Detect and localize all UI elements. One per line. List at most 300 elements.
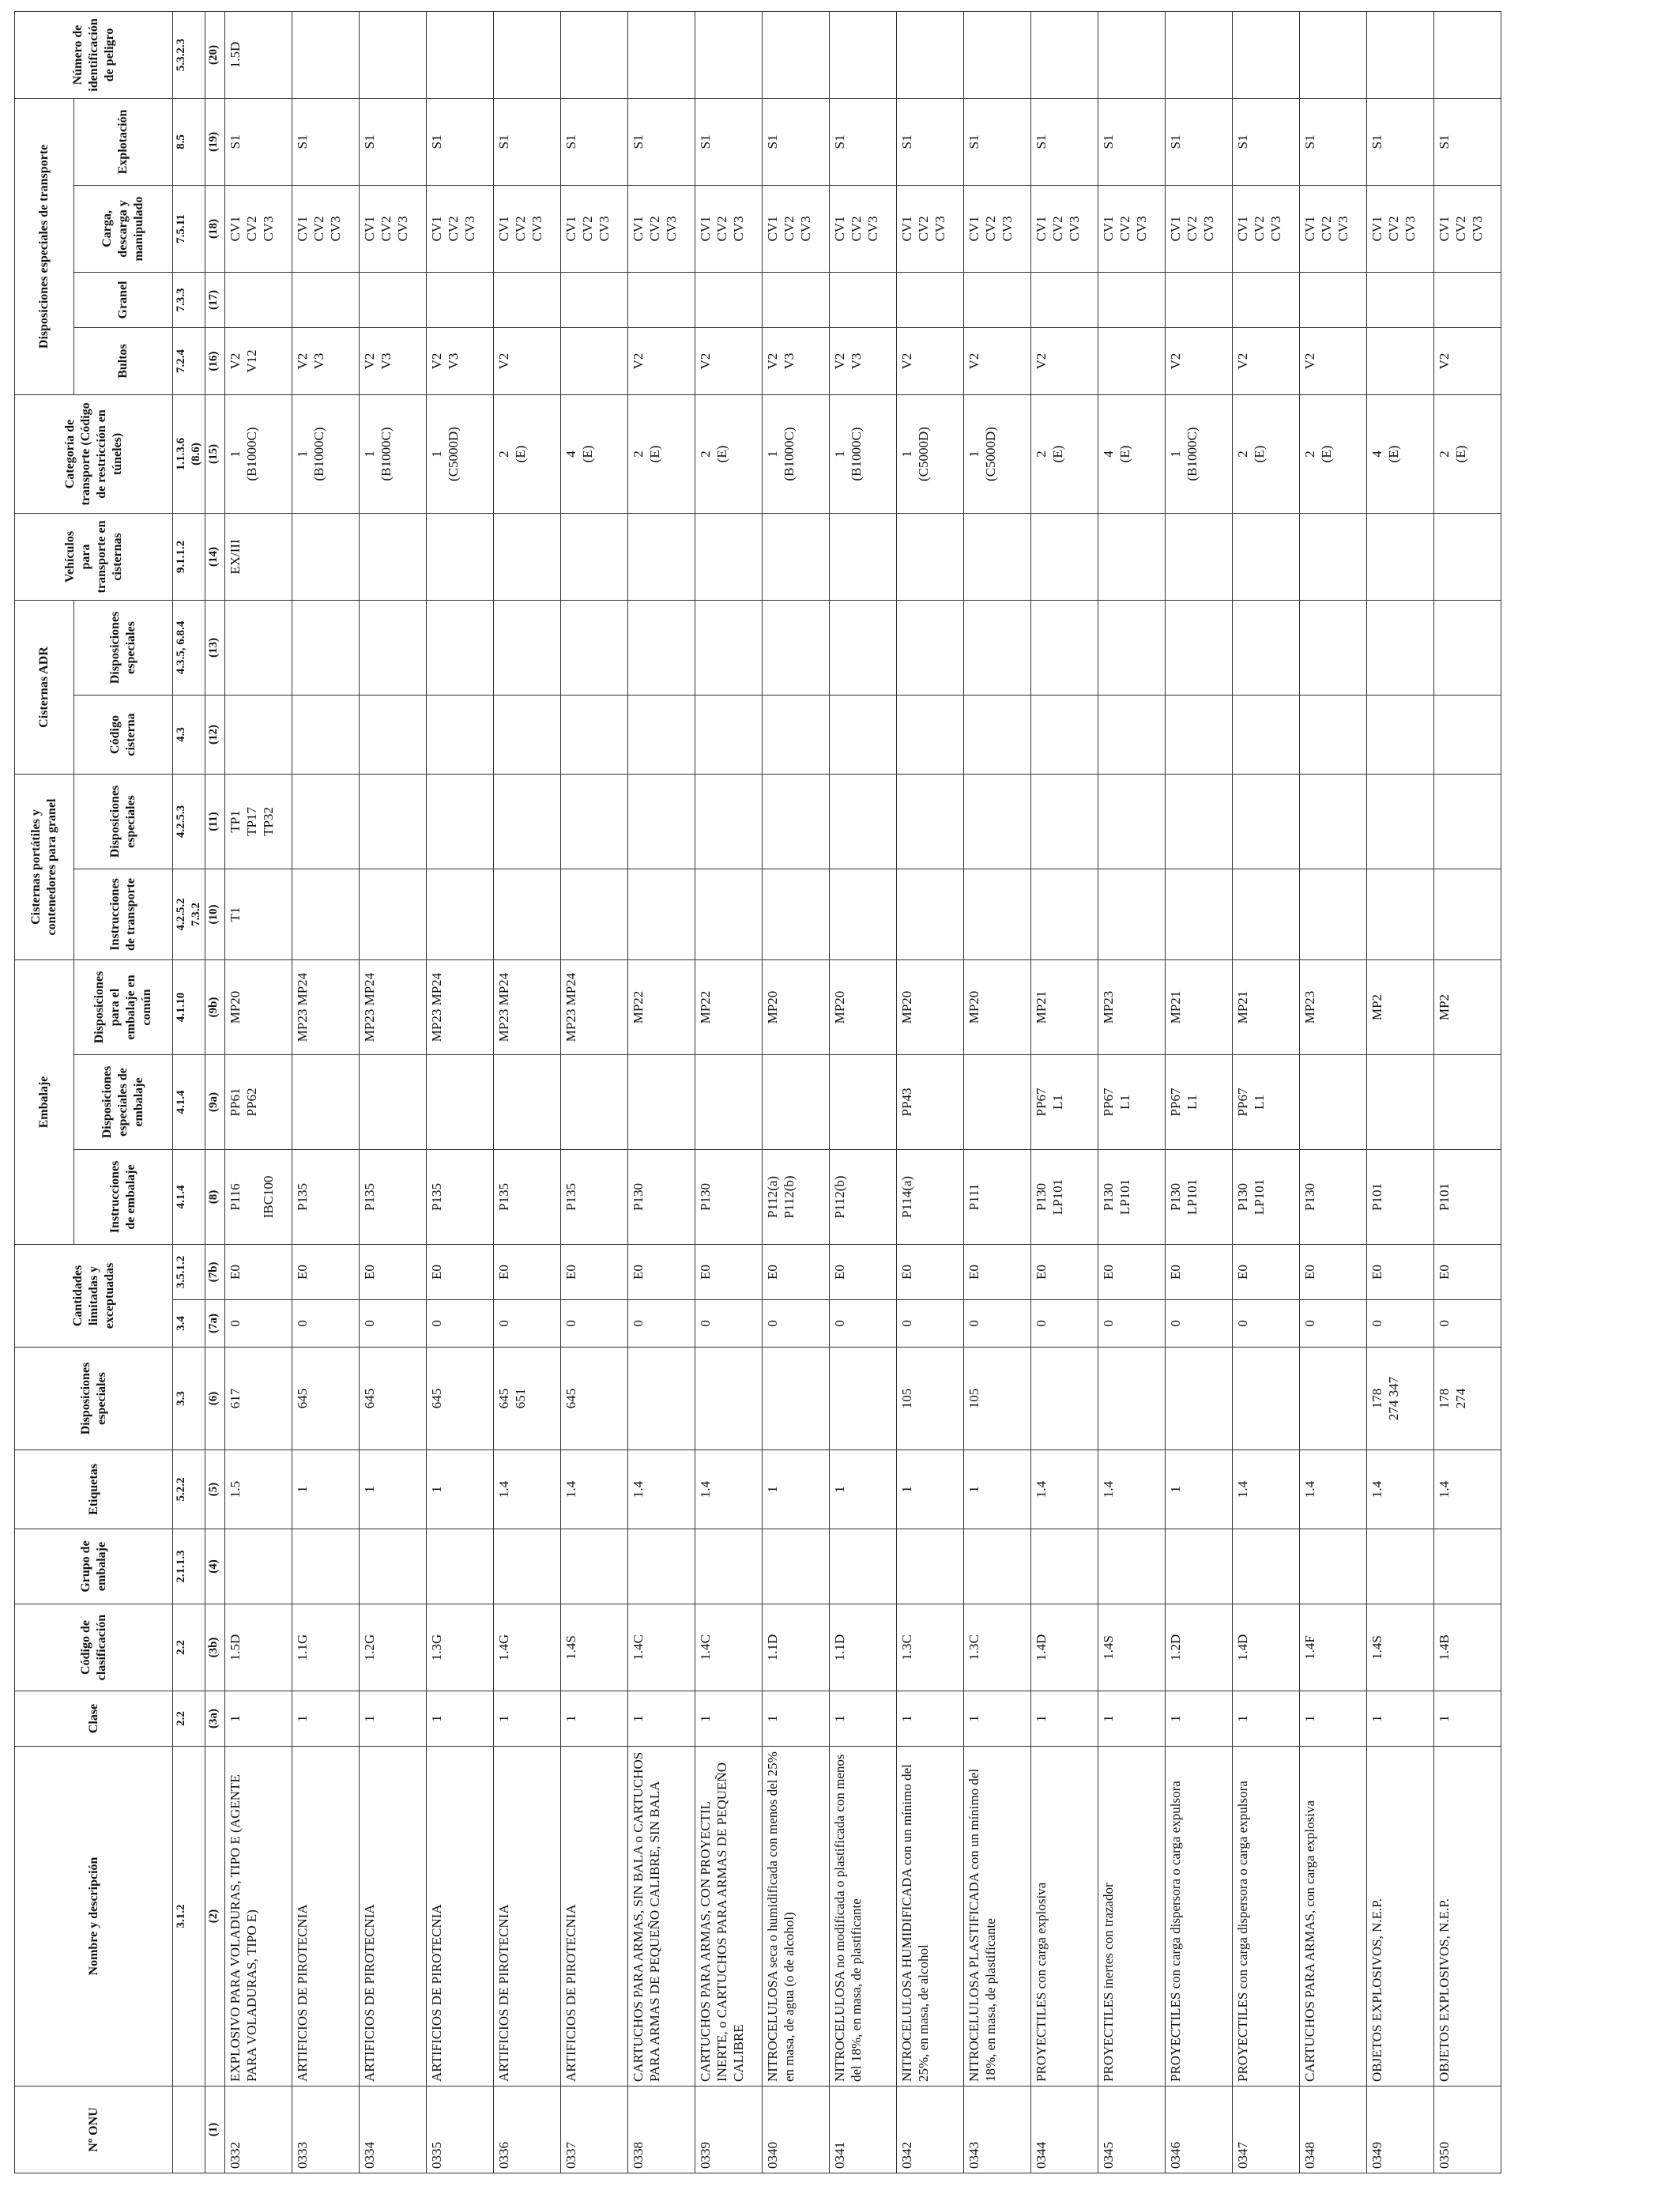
cell-operation-provisions: S1 bbox=[426, 98, 493, 185]
cell-class: 1 bbox=[1165, 1691, 1232, 1747]
cell-loading-provisions: CV1 CV2 CV3 bbox=[627, 185, 695, 272]
cell-un-number: 0339 bbox=[695, 2087, 762, 2173]
cell-limited-qty: 0 bbox=[762, 1300, 829, 1348]
reference-cell: 8.5 bbox=[173, 98, 205, 185]
reference-cell: 4.1.4 bbox=[173, 1055, 205, 1150]
cell-packages-provisions: V2 bbox=[1232, 327, 1299, 394]
cell-labels: 1.4 bbox=[627, 1450, 695, 1529]
cell-special-packing-provisions bbox=[426, 1055, 493, 1150]
table-row bbox=[224, 11, 292, 2173]
header-cisternas-adr: Cisternas ADR bbox=[15, 600, 74, 774]
cell-tank-special-provisions bbox=[1165, 600, 1232, 695]
cell-packing-group bbox=[1165, 1529, 1232, 1604]
cell-packages-provisions: V2 V3 bbox=[829, 327, 896, 394]
cell-substance-name: ARTIFICIOS DE PIROTECNIA bbox=[426, 1747, 493, 2087]
cell-portable-tank-provisions bbox=[762, 775, 829, 869]
cell-packages-provisions bbox=[560, 327, 627, 394]
cell-portable-tank-instructions bbox=[1030, 869, 1098, 960]
cell-portable-tank-provisions bbox=[627, 775, 695, 869]
header-instr-transporte: Instrucciones de transporte bbox=[74, 869, 173, 960]
cell-operation-provisions: S1 bbox=[762, 98, 829, 185]
cell-tank-vehicle bbox=[1433, 513, 1501, 600]
cell-classification-code: 1.1D bbox=[829, 1604, 896, 1691]
cell-substance-name: CARTUCHOS PARA ARMAS, SIN BALA o CARTUCHOS PARA ARMAS DE PEQUEÑO CALIBRE, SIN BALA bbox=[627, 1747, 695, 2087]
column-number-cell: (7a) bbox=[205, 1300, 224, 1348]
cell-substance-name: EXPLOSIVO PARA VOLADURAS, TIPO E (AGENTE PARA VOLADURAS, TIPO E) bbox=[224, 1747, 292, 2087]
cell-limited-qty: 0 bbox=[1098, 1300, 1165, 1348]
cell-hazard-id-number bbox=[1232, 11, 1299, 98]
cell-substance-name: CARTUCHOS PARA ARMAS, CON PROYECTIL INERTE, o CARTUCHOS PARA ARMAS DE PEQUEÑO CALIBRE bbox=[695, 1747, 762, 2087]
cell-portable-tank-provisions bbox=[829, 775, 896, 869]
cell-un-number: 0347 bbox=[1232, 2087, 1299, 2173]
reference-row bbox=[173, 11, 205, 2173]
cell-packing-instructions: P130 LP101 bbox=[1098, 1150, 1165, 1245]
cell-portable-tank-provisions bbox=[493, 775, 560, 869]
cell-transport-category: 1 (B1000C) bbox=[762, 394, 829, 513]
cell-transport-category: 4 (E) bbox=[1366, 394, 1433, 513]
cell-mixed-packing-provisions: MP22 bbox=[627, 960, 695, 1055]
cell-loading-provisions: CV1 CV2 CV3 bbox=[695, 185, 762, 272]
cell-packing-group bbox=[1030, 1529, 1098, 1604]
cell-packing-group bbox=[1232, 1529, 1299, 1604]
cell-special-packing-provisions: PP67 L1 bbox=[1165, 1055, 1232, 1150]
cell-hazard-id-number bbox=[963, 11, 1030, 98]
cell-tank-special-provisions bbox=[426, 600, 493, 695]
column-number-cell: (11) bbox=[205, 775, 224, 869]
cell-substance-name: ARTIFICIOS DE PIROTECNIA bbox=[493, 1747, 560, 2087]
cell-limited-qty: 0 bbox=[1232, 1300, 1299, 1348]
cell-mixed-packing-provisions: MP23 MP24 bbox=[359, 960, 426, 1055]
header-embalaje: Embalaje bbox=[15, 960, 74, 1245]
cell-loading-provisions: CV1 CV2 CV3 bbox=[896, 185, 963, 272]
table-row bbox=[1232, 11, 1299, 2173]
cell-limited-qty: 0 bbox=[829, 1300, 896, 1348]
cell-portable-tank-provisions bbox=[560, 775, 627, 869]
cell-classification-code: 1.4C bbox=[695, 1604, 762, 1691]
cell-special-provisions bbox=[762, 1348, 829, 1450]
cell-portable-tank-provisions bbox=[1299, 775, 1366, 869]
cell-substance-name: NITROCELULOSA no modificada o plastificada con menos del 18%, en masa, de plastificante bbox=[829, 1747, 896, 2087]
cell-packing-group bbox=[762, 1529, 829, 1604]
cell-packing-instructions: P101 bbox=[1433, 1150, 1501, 1245]
cell-packing-group bbox=[493, 1529, 560, 1604]
cell-mixed-packing-provisions: MP2 bbox=[1366, 960, 1433, 1055]
cell-bulk-provisions bbox=[1165, 272, 1232, 327]
table-row bbox=[426, 11, 493, 2173]
cell-tank-vehicle bbox=[829, 513, 896, 600]
cell-substance-name: NITROCELULOSA PLASTIFICADA con un mínimo del 18%, en masa, de plastificante bbox=[963, 1747, 1030, 2087]
cell-tank-code bbox=[493, 696, 560, 775]
cell-transport-category: 1 (B1000C) bbox=[829, 394, 896, 513]
table-row bbox=[1098, 11, 1165, 2173]
cell-portable-tank-provisions bbox=[1098, 775, 1165, 869]
cell-substance-name: PROYECTILES con carga dispersora o carga expulsora bbox=[1232, 1747, 1299, 2087]
cell-substance-name: PROYECTILES con carga explosiva bbox=[1030, 1747, 1098, 2087]
cell-packing-instructions: P135 bbox=[359, 1150, 426, 1245]
cell-bulk-provisions bbox=[1098, 272, 1165, 327]
cell-special-provisions bbox=[1165, 1348, 1232, 1450]
cell-tank-vehicle bbox=[762, 513, 829, 600]
table-row bbox=[829, 11, 896, 2173]
cell-portable-tank-provisions bbox=[963, 775, 1030, 869]
cell-limited-qty: 0 bbox=[1299, 1300, 1366, 1348]
cell-packages-provisions: V2 bbox=[1165, 327, 1232, 394]
table-row bbox=[627, 11, 695, 2173]
cell-operation-provisions: S1 bbox=[493, 98, 560, 185]
cell-special-packing-provisions bbox=[493, 1055, 560, 1150]
reference-cell: 7.2.4 bbox=[173, 327, 205, 394]
reference-cell: 2.1.1.3 bbox=[173, 1529, 205, 1604]
cell-excepted-qty: E0 bbox=[896, 1245, 963, 1300]
cell-packages-provisions: V2 bbox=[1030, 327, 1098, 394]
column-number-cell: (2) bbox=[205, 1747, 224, 2087]
cell-un-number: 0333 bbox=[292, 2087, 359, 2173]
cell-tank-vehicle bbox=[1030, 513, 1098, 600]
cell-class: 1 bbox=[963, 1691, 1030, 1747]
cell-hazard-id-number bbox=[695, 11, 762, 98]
cell-bulk-provisions bbox=[1232, 272, 1299, 327]
cell-labels: 1.4 bbox=[1299, 1450, 1366, 1529]
header-name: Nombre y descripción bbox=[15, 1747, 173, 2087]
cell-packing-group bbox=[1299, 1529, 1366, 1604]
cell-labels: 1.4 bbox=[493, 1450, 560, 1529]
cell-classification-code: 1.1G bbox=[292, 1604, 359, 1691]
cell-tank-code bbox=[762, 696, 829, 775]
cell-classification-code: 1.4F bbox=[1299, 1604, 1366, 1691]
cell-substance-name: OBJETOS EXPLOSIVOS, N.E.P. bbox=[1433, 1747, 1501, 2087]
cell-loading-provisions: CV1 CV2 CV3 bbox=[1366, 185, 1433, 272]
cell-tank-vehicle: EX/III bbox=[224, 513, 292, 600]
cell-hazard-id-number bbox=[359, 11, 426, 98]
cell-tank-vehicle bbox=[292, 513, 359, 600]
column-number-row bbox=[205, 11, 224, 2173]
column-number-cell: (20) bbox=[205, 11, 224, 98]
cell-transport-category: 2 (E) bbox=[1433, 394, 1501, 513]
cell-tank-special-provisions bbox=[1232, 600, 1299, 695]
cell-tank-code bbox=[224, 696, 292, 775]
cell-operation-provisions: S1 bbox=[1299, 98, 1366, 185]
cell-loading-provisions: CV1 CV2 CV3 bbox=[1433, 185, 1501, 272]
column-number-cell: (9a) bbox=[205, 1055, 224, 1150]
cell-classification-code: 1.1D bbox=[762, 1604, 829, 1691]
cell-operation-provisions: S1 bbox=[1165, 98, 1232, 185]
cell-packages-provisions: V2 V3 bbox=[426, 327, 493, 394]
cell-transport-category: 1 (C5000D) bbox=[963, 394, 1030, 513]
cell-hazard-id-number bbox=[896, 11, 963, 98]
cell-portable-tank-instructions bbox=[560, 869, 627, 960]
cell-special-packing-provisions: PP61 PP62 bbox=[224, 1055, 292, 1150]
cell-portable-tank-provisions bbox=[292, 775, 359, 869]
cell-excepted-qty: E0 bbox=[695, 1245, 762, 1300]
cell-classification-code: 1.3C bbox=[896, 1604, 963, 1691]
cell-limited-qty: 0 bbox=[1030, 1300, 1098, 1348]
cell-bulk-provisions bbox=[224, 272, 292, 327]
cell-tank-special-provisions bbox=[627, 600, 695, 695]
cell-hazard-id-number bbox=[1030, 11, 1098, 98]
cell-tank-code bbox=[1433, 696, 1501, 775]
cell-tank-special-provisions bbox=[762, 600, 829, 695]
header-codigo: Código de clasificación bbox=[15, 1604, 173, 1691]
header-grupo: Grupo de embalaje bbox=[15, 1529, 173, 1604]
cell-hazard-id-number: 1.5D bbox=[224, 11, 292, 98]
cell-special-packing-provisions: PP67 L1 bbox=[1098, 1055, 1165, 1150]
column-number-cell: (1) bbox=[205, 2087, 224, 2173]
table-row bbox=[292, 11, 359, 2173]
cell-tank-code bbox=[359, 696, 426, 775]
cell-mixed-packing-provisions: MP23 bbox=[1299, 960, 1366, 1055]
cell-transport-category: 1 (C5000D) bbox=[426, 394, 493, 513]
cell-mixed-packing-provisions: MP23 MP24 bbox=[426, 960, 493, 1055]
cell-special-packing-provisions bbox=[627, 1055, 695, 1150]
cell-special-provisions bbox=[1299, 1348, 1366, 1450]
cell-substance-name: NITROCELULOSA seca o humidificada con menos del 25% en masa, de agua (o de alcohol) bbox=[762, 1747, 829, 2087]
cell-tank-code bbox=[1165, 696, 1232, 775]
cell-special-provisions: 645 bbox=[292, 1348, 359, 1450]
cell-packages-provisions: V2 bbox=[493, 327, 560, 394]
cell-packing-group bbox=[224, 1529, 292, 1604]
cell-transport-category: 1 (C5000D) bbox=[896, 394, 963, 513]
cell-excepted-qty: E0 bbox=[1232, 1245, 1299, 1300]
cell-packing-group bbox=[695, 1529, 762, 1604]
cell-special-provisions: 178 274 347 bbox=[1366, 1348, 1433, 1450]
reference-cell: 5.3.2.3 bbox=[173, 11, 205, 98]
cell-bulk-provisions bbox=[292, 272, 359, 327]
cell-labels: 1.4 bbox=[1030, 1450, 1098, 1529]
cell-portable-tank-provisions bbox=[1366, 775, 1433, 869]
cell-special-provisions bbox=[1232, 1348, 1299, 1450]
cell-labels: 1.4 bbox=[1098, 1450, 1165, 1529]
cell-packing-instructions: P112(a) P112(b) bbox=[762, 1150, 829, 1245]
cell-limited-qty: 0 bbox=[359, 1300, 426, 1348]
cell-classification-code: 1.3G bbox=[426, 1604, 493, 1691]
cell-portable-tank-provisions bbox=[1433, 775, 1501, 869]
cell-limited-qty: 0 bbox=[426, 1300, 493, 1348]
cell-bulk-provisions bbox=[426, 272, 493, 327]
reference-cell: 3.3 bbox=[173, 1348, 205, 1450]
cell-portable-tank-provisions: TP1 TP17 TP32 bbox=[224, 775, 292, 869]
cell-un-number: 0340 bbox=[762, 2087, 829, 2173]
cell-loading-provisions: CV1 CV2 CV3 bbox=[1165, 185, 1232, 272]
reference-cell: 4.2.5.2 7.3.2 bbox=[173, 869, 205, 960]
cell-class: 1 bbox=[1232, 1691, 1299, 1747]
reference-cell: 3.5.1.2 bbox=[173, 1245, 205, 1300]
cell-special-provisions: 617 bbox=[224, 1348, 292, 1450]
cell-special-packing-provisions bbox=[1299, 1055, 1366, 1150]
cell-un-number: 0336 bbox=[493, 2087, 560, 2173]
cell-special-packing-provisions bbox=[1433, 1055, 1501, 1150]
cell-un-number: 0346 bbox=[1165, 2087, 1232, 2173]
cell-special-provisions: 105 bbox=[896, 1348, 963, 1450]
cell-labels: 1.4 bbox=[1366, 1450, 1433, 1529]
column-number-cell: (19) bbox=[205, 98, 224, 185]
cell-un-number: 0350 bbox=[1433, 2087, 1501, 2173]
cell-tank-vehicle bbox=[1299, 513, 1366, 600]
cell-packing-instructions: P130 LP101 bbox=[1030, 1150, 1098, 1245]
cell-hazard-id-number bbox=[1366, 11, 1433, 98]
cell-mixed-packing-provisions: MP20 bbox=[896, 960, 963, 1055]
column-number-cell: (17) bbox=[205, 272, 224, 327]
reference-cell: 2.2 bbox=[173, 1691, 205, 1747]
cell-portable-tank-provisions bbox=[1232, 775, 1299, 869]
cell-operation-provisions: S1 bbox=[224, 98, 292, 185]
cell-operation-provisions: S1 bbox=[1098, 98, 1165, 185]
cell-labels: 1 bbox=[292, 1450, 359, 1529]
cell-tank-vehicle bbox=[695, 513, 762, 600]
cell-loading-provisions: CV1 CV2 CV3 bbox=[1299, 185, 1366, 272]
cell-mixed-packing-provisions: MP21 bbox=[1232, 960, 1299, 1055]
cell-packing-group bbox=[627, 1529, 695, 1604]
cell-packing-group bbox=[426, 1529, 493, 1604]
header-clase: Clase bbox=[15, 1691, 173, 1747]
cell-mixed-packing-provisions: MP2 bbox=[1433, 960, 1501, 1055]
cell-tank-special-provisions bbox=[1433, 600, 1501, 695]
cell-special-packing-provisions bbox=[560, 1055, 627, 1150]
cell-substance-name: ARTIFICIOS DE PIROTECNIA bbox=[292, 1747, 359, 2087]
cell-special-packing-provisions bbox=[829, 1055, 896, 1150]
cell-limited-qty: 0 bbox=[224, 1300, 292, 1348]
cell-packing-instructions: P135 bbox=[560, 1150, 627, 1245]
cell-special-provisions bbox=[1098, 1348, 1165, 1450]
cell-mixed-packing-provisions: MP23 MP24 bbox=[560, 960, 627, 1055]
cell-portable-tank-instructions bbox=[1165, 869, 1232, 960]
cell-excepted-qty: E0 bbox=[829, 1245, 896, 1300]
cell-class: 1 bbox=[560, 1691, 627, 1747]
cell-bulk-provisions bbox=[627, 272, 695, 327]
cell-classification-code: 1.4G bbox=[493, 1604, 560, 1691]
column-number-cell: (6) bbox=[205, 1348, 224, 1450]
column-number-cell: (12) bbox=[205, 696, 224, 775]
cell-packages-provisions: V2 V12 bbox=[224, 327, 292, 394]
cell-portable-tank-provisions bbox=[1165, 775, 1232, 869]
cell-tank-code bbox=[1030, 696, 1098, 775]
cell-operation-provisions: S1 bbox=[1030, 98, 1098, 185]
cell-packing-instructions: P130 LP101 bbox=[1232, 1150, 1299, 1245]
cell-class: 1 bbox=[1098, 1691, 1165, 1747]
cell-packages-provisions: V2 V3 bbox=[762, 327, 829, 394]
cell-un-number: 0335 bbox=[426, 2087, 493, 2173]
cell-class: 1 bbox=[1030, 1691, 1098, 1747]
cell-limited-qty: 0 bbox=[896, 1300, 963, 1348]
cell-class: 1 bbox=[762, 1691, 829, 1747]
cell-special-provisions: 105 bbox=[963, 1348, 1030, 1450]
reference-cell: 7.3.3 bbox=[173, 272, 205, 327]
reference-cell: 4.3 bbox=[173, 696, 205, 775]
column-number-cell: (7b) bbox=[205, 1245, 224, 1300]
cell-special-packing-provisions bbox=[1366, 1055, 1433, 1150]
cell-labels: 1.4 bbox=[1232, 1450, 1299, 1529]
reference-cell: 4.1.4 bbox=[173, 1150, 205, 1245]
cell-tank-vehicle bbox=[359, 513, 426, 600]
cell-tank-code bbox=[560, 696, 627, 775]
cell-tank-vehicle bbox=[963, 513, 1030, 600]
cell-tank-special-provisions bbox=[1299, 600, 1366, 695]
table-row bbox=[560, 11, 627, 2173]
cell-loading-provisions: CV1 CV2 CV3 bbox=[493, 185, 560, 272]
cell-packing-instructions: P111 bbox=[963, 1150, 1030, 1245]
cell-operation-provisions: S1 bbox=[829, 98, 896, 185]
cell-limited-qty: 0 bbox=[963, 1300, 1030, 1348]
header-disp-esp-cist: Disposiciones especiales bbox=[74, 775, 173, 869]
cell-loading-provisions: CV1 CV2 CV3 bbox=[829, 185, 896, 272]
cell-packing-group bbox=[292, 1529, 359, 1604]
header-bultos: Bultos bbox=[74, 327, 173, 394]
table-row bbox=[1366, 11, 1433, 2173]
rotated-page bbox=[14, 18, 1666, 2173]
cell-tank-vehicle bbox=[560, 513, 627, 600]
cell-class: 1 bbox=[1433, 1691, 1501, 1747]
cell-class: 1 bbox=[1366, 1691, 1433, 1747]
cell-excepted-qty: E0 bbox=[762, 1245, 829, 1300]
cell-packages-provisions: V2 bbox=[1433, 327, 1501, 394]
cell-tank-special-provisions bbox=[1098, 600, 1165, 695]
cell-tank-vehicle bbox=[1165, 513, 1232, 600]
cell-class: 1 bbox=[224, 1691, 292, 1747]
cell-tank-special-provisions bbox=[829, 600, 896, 695]
cell-substance-name: OBJETOS EXPLOSIVOS, N.E.P. bbox=[1366, 1747, 1433, 2087]
cell-special-packing-provisions: PP43 bbox=[896, 1055, 963, 1150]
cell-packing-instructions: P116 IBC100 bbox=[224, 1150, 292, 1245]
cell-excepted-qty: E0 bbox=[359, 1245, 426, 1300]
cell-labels: 1 bbox=[1165, 1450, 1232, 1529]
cell-portable-tank-instructions bbox=[896, 869, 963, 960]
reference-cell: 3.4 bbox=[173, 1300, 205, 1348]
header-num-peligro: Número de identificación de peligro bbox=[15, 11, 173, 98]
cell-bulk-provisions bbox=[560, 272, 627, 327]
cell-packing-group bbox=[1098, 1529, 1165, 1604]
header-disp-esp-embalaje: Disposiciones especiales de embalaje bbox=[74, 1055, 173, 1150]
column-number-cell: (18) bbox=[205, 185, 224, 272]
cell-excepted-qty: E0 bbox=[426, 1245, 493, 1300]
cell-portable-tank-instructions bbox=[1366, 869, 1433, 960]
cell-portable-tank-instructions bbox=[292, 869, 359, 960]
cell-special-packing-provisions bbox=[963, 1055, 1030, 1150]
cell-loading-provisions: CV1 CV2 CV3 bbox=[1030, 185, 1098, 272]
cell-tank-code bbox=[426, 696, 493, 775]
cell-transport-category: 1 (B1000C) bbox=[1165, 394, 1232, 513]
cell-classification-code: 1.4D bbox=[1232, 1604, 1299, 1691]
cell-packing-instructions: P112(b) bbox=[829, 1150, 896, 1245]
cell-special-packing-provisions: PP67 L1 bbox=[1030, 1055, 1098, 1150]
cell-labels: 1.4 bbox=[1433, 1450, 1501, 1529]
cell-tank-vehicle bbox=[1098, 513, 1165, 600]
cell-tank-vehicle bbox=[426, 513, 493, 600]
column-number-cell: (5) bbox=[205, 1450, 224, 1529]
table-row bbox=[762, 11, 829, 2173]
cell-special-provisions bbox=[695, 1348, 762, 1450]
column-number-cell: (14) bbox=[205, 513, 224, 600]
cell-excepted-qty: E0 bbox=[627, 1245, 695, 1300]
cell-classification-code: 1.4S bbox=[1366, 1604, 1433, 1691]
cell-special-provisions bbox=[627, 1348, 695, 1450]
cell-mixed-packing-provisions: MP23 bbox=[1098, 960, 1165, 1055]
cell-packing-instructions: P130 bbox=[627, 1150, 695, 1245]
cell-packing-group bbox=[1433, 1529, 1501, 1604]
cell-transport-category: 2 (E) bbox=[1030, 394, 1098, 513]
cell-excepted-qty: E0 bbox=[560, 1245, 627, 1300]
cell-packages-provisions: V2 V3 bbox=[292, 327, 359, 394]
cell-labels: 1.4 bbox=[560, 1450, 627, 1529]
cell-excepted-qty: E0 bbox=[224, 1245, 292, 1300]
cell-un-number: 0338 bbox=[627, 2087, 695, 2173]
cell-classification-code: 1.4C bbox=[627, 1604, 695, 1691]
cell-hazard-id-number bbox=[1299, 11, 1366, 98]
cell-transport-category: 2 (E) bbox=[1299, 394, 1366, 513]
cell-hazard-id-number bbox=[1433, 11, 1501, 98]
cell-packages-provisions: V2 bbox=[963, 327, 1030, 394]
cell-special-provisions: 645 651 bbox=[493, 1348, 560, 1450]
cell-packing-group bbox=[829, 1529, 896, 1604]
column-number-cell: (13) bbox=[205, 600, 224, 695]
